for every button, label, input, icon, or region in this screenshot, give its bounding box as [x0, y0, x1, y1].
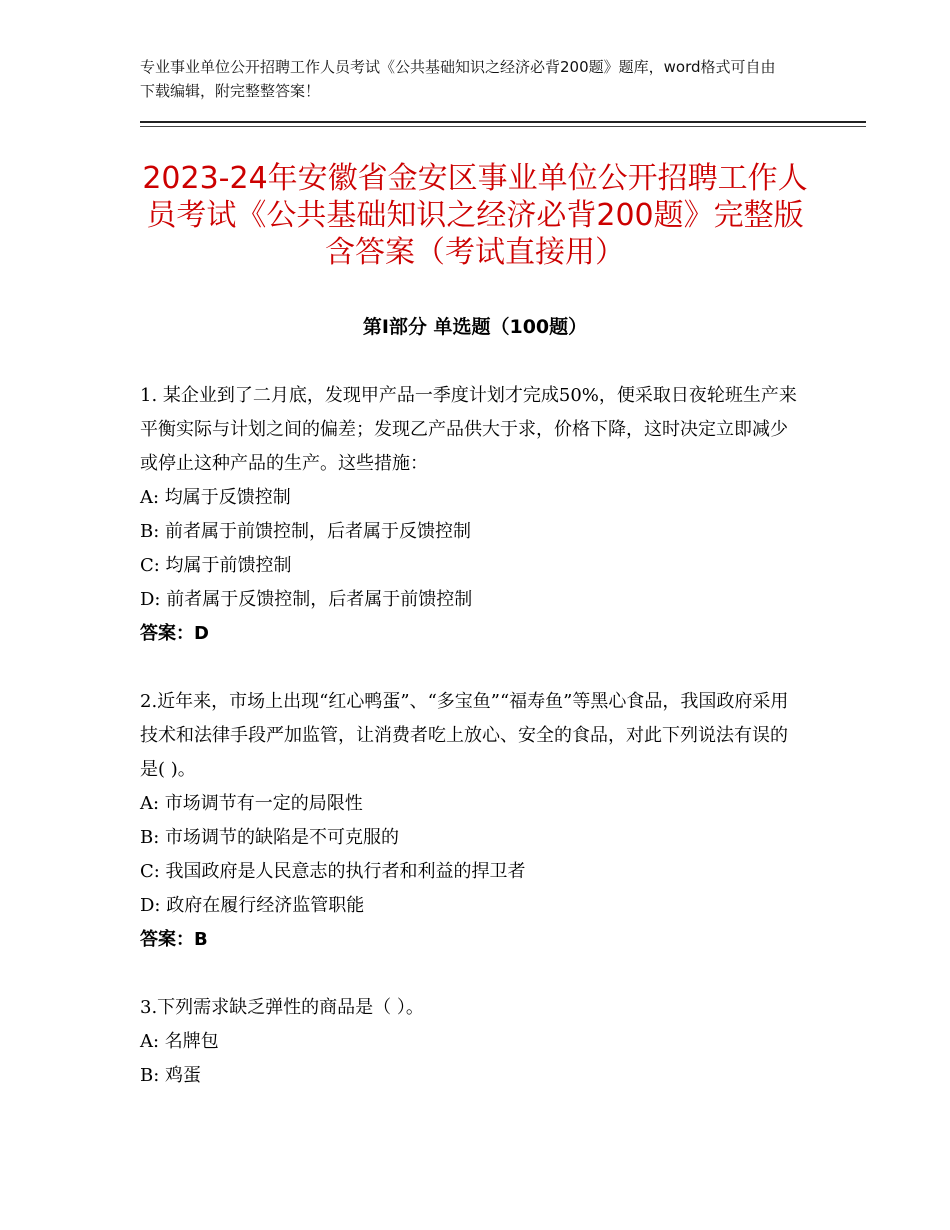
option-b: B: 市场调节的缺陷是不可克服的 [140, 827, 400, 848]
option-a: A: 名牌包 [140, 1031, 219, 1052]
section-title: 第Ⅰ部分 单选题（100题） [362, 316, 588, 338]
question-stem: 1. 某企业到了二月底，发现甲产品一季度计划才完成50%，便采取日夜轮班生产来平衡实际与计划之间的偏差；发现乙产品供大于求，价格下降，这时决定立即减少或停止这种产品的生产。这些措施： [140, 385, 797, 474]
option-d: D: 前者属于反馈控制，后者属于前馈控制 [140, 589, 473, 610]
option-a: A: 市场调节有一定的局限性 [140, 793, 363, 814]
question-stem: 2.近年来，市场上出现“红心鸭蛋”、“多宝鱼”“福寿鱼”等黑心食品，我国政府采用技术和法律手段严加监管，让消费者吃上放心、安全的食品，对此下列说法有误的是( )。 [140, 691, 789, 780]
question-spacer [140, 957, 800, 991]
option-a: A: 均属于反馈控制 [140, 487, 291, 508]
option-b: B: 前者属于前馈控制，后者属于反馈控制 [140, 521, 472, 542]
question-item [140, 685, 800, 957]
question-stem: 3.下列需求缺乏弹性的商品是（ ）。 [140, 997, 424, 1018]
question-list [140, 379, 800, 1093]
option-c: C: 均属于前馈控制 [140, 555, 292, 576]
option-c: C: 我国政府是人民意志的执行者和利益的捍卫者 [140, 861, 526, 882]
question-item [140, 379, 800, 651]
question-spacer [140, 651, 800, 685]
header-divider-thin [140, 126, 866, 127]
option-d: D: 政府在履行经济监管职能 [140, 895, 365, 916]
question-item [140, 991, 800, 1093]
answer-label: 答案：B [140, 929, 208, 950]
header-divider-thick [140, 121, 866, 123]
option-b: B: 鸡蛋 [140, 1065, 202, 1086]
document-title: 2023-24年安徽省金安区事业单位公开招聘工作人员考试《公共基础知识之经济必背200题》完整版含答案（考试直接用） [142, 161, 808, 270]
answer-label: 答案：D [140, 623, 209, 644]
header-note: 专业事业单位公开招聘工作人员考试《公共基础知识之经济必背200题》题库，word格式可自由下载编辑，附完整整答案！ [140, 58, 776, 100]
